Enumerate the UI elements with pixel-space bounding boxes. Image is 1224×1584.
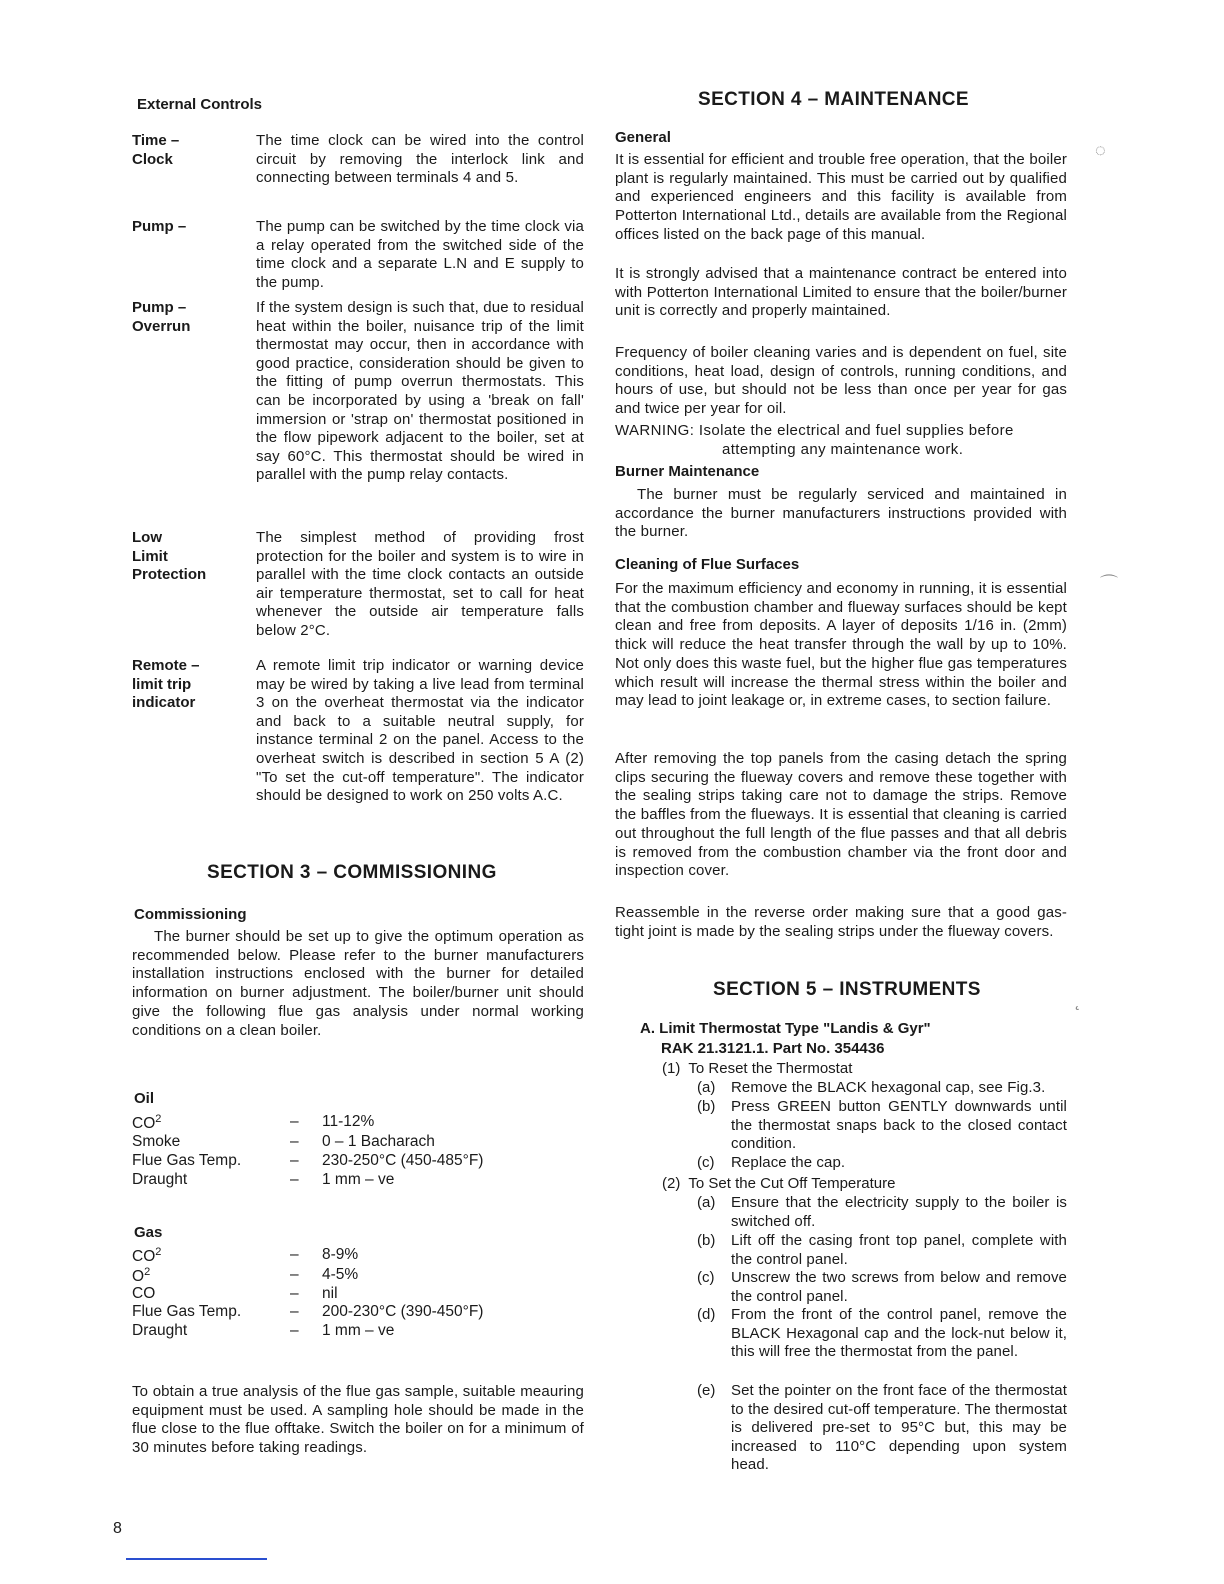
- oil-value: 0 – 1 Bacharach: [322, 1133, 435, 1150]
- oil-dash: –: [290, 1113, 299, 1130]
- oil-co2-label: $CO^2$: [132, 1113, 162, 1133]
- oil-heading: Oil: [134, 1090, 155, 1107]
- reset-heading: (1) To Reset the Thermostat: [662, 1060, 853, 1077]
- gas-value: 200-230°C (390-450°F): [322, 1303, 484, 1320]
- oil-row: [132, 1171, 584, 1190]
- limit-thermostat-heading: A. Limit Thermostat Type "Landis & Gyr": [640, 1020, 931, 1037]
- scan-smudge-icon: ⌒: [1100, 574, 1118, 594]
- step-text: From the front of the control panel, remove the BLACK Hexagonal cap and the lock-nut below it, this will free the thermostat from the panel.: [731, 1306, 1067, 1361]
- step-number: (b): [697, 1232, 716, 1249]
- oil-label: Draught: [132, 1171, 188, 1188]
- ext-item-remote-limit: [132, 657, 584, 845]
- step-number: (e): [697, 1382, 716, 1399]
- oil-label: Smoke: [132, 1133, 181, 1150]
- gas-heading: Gas: [134, 1224, 163, 1241]
- section4-title: SECTION 4 – MAINTENANCE: [698, 89, 970, 110]
- ext-text: The simplest method of providing frost protection for the boiler and system is to wire in parallel with the time clock contacts an outside air temperature thermostat, set to call for heat whenever the outside air temperature falls below 2°C.: [256, 529, 584, 639]
- ext-text: If the system design is such that, due to residual heat within the boiler, nuisance trip of the limit thermostat may occur, then in accordance with good practice, consideration should be given to the fitting of pump overrun thermostats. This can be incorporated by using a 'break on fall' immersion or 'strap on' thermostat positioned in the flow pipework adjacent to the boiler, set at say 60°C. This thermostat should be wired in parallel with the pump relay contacts.: [256, 299, 584, 484]
- step-text: Lift off the casing front top panel, complete with the control panel.: [731, 1232, 1067, 1268]
- cleaning-paragraph-1: For the maximum efficiency and economy in running, it is essential that the combustion chamber and flueway surfaces should be kept clean and free from deposits. A layer of deposits 1/16 in. (2mm) thick will reduce the heat transfer through the wall by up to 10%. Not only does this waste fuel, but the higher flue gas temperatures which result will increase the thermal stress within the boiler and may lead to joint leakage or, in extreme cases, to section failure.: [615, 580, 1067, 710]
- gas-row: [132, 1266, 584, 1285]
- step-text: Press GREEN button GENTLY downwards until the thermostat snaps back to the closed contact condition.: [731, 1098, 1067, 1153]
- oil-dash: –: [290, 1152, 299, 1169]
- gas-row: [132, 1285, 584, 1304]
- oil-row: [132, 1152, 584, 1171]
- ext-item-low-limit: [132, 529, 584, 643]
- ext-label: Pump –: [132, 218, 187, 235]
- step-text: Unscrew the two screws from below and remove the control panel.: [731, 1269, 1067, 1305]
- gas-dash: –: [290, 1246, 299, 1263]
- warning-text: Isolate the electrical and fuel supplies before: [698, 422, 1014, 439]
- step-text: Set the pointer on the front face of the thermostat to the desired cut-off temperature. The thermostat is delivered pre-set to 95°C but, this may be increased to 110°C depending upon system head.: [731, 1382, 1067, 1474]
- external-controls-heading: External Controls: [137, 96, 263, 113]
- ext-item-time-clock: [132, 132, 584, 212]
- limit-thermostat-part: RAK 21.3121.1. Part No. 354436: [661, 1040, 885, 1057]
- step-text: Ensure that the electricity supply to the boiler is switched off.: [731, 1194, 1067, 1230]
- scan-smudge-icon: ◌: [1095, 140, 1106, 160]
- oil-value: 11-12%: [322, 1113, 375, 1130]
- general-paragraph-1: It is essential for efficient and trouble free operation, that the boiler plant is regularly maintained. This must be carried out by qualified and experienced engineers and this facility is available from Potterton International Ltd., details are available from the Regional offices listed on the back page of this manual.: [615, 151, 1067, 243]
- footer-divider: [126, 1558, 267, 1560]
- ext-label: Time – Clock: [132, 132, 180, 168]
- cleaning-paragraph-2: After removing the top panels from the casing detach the spring clips securing the flueway covers and remove these together with the sealing strips taking care not to damage the strips. Remove the baffles from the flueways. It is essential that cleaning is carried out throughout the full length of the flue passes and that all debris is removed from the combustion chamber via the front door and inspection cover.: [615, 750, 1067, 880]
- gas-label: Draught: [132, 1322, 188, 1339]
- ext-text: A remote limit trip indicator or warning device may be wired by taking a live lead from terminal 3 on the overheat thermostat via the indicator and back to a suitable neutral supply, for instance terminal 2 on the panel. Access to the overheat switch is described in section 5 A (2) "To set the cut-off temperature". The indicator should be designed to work on 250 volts A.C.: [256, 657, 584, 805]
- gas-o2-label: $O^2$: [132, 1266, 151, 1286]
- general-paragraph-2: It is strongly advised that a maintenance contract be entered into with Potterton International Limited to ensure that the boiler/burner unit is correctly and properly maintained.: [615, 265, 1067, 320]
- step-number: (d): [697, 1306, 716, 1323]
- set-step: [697, 1306, 1067, 1382]
- general-heading: General: [615, 129, 671, 146]
- reset-step: [697, 1098, 1067, 1154]
- oil-value: 1 mm – ve: [322, 1171, 395, 1188]
- set-step: [697, 1269, 1067, 1307]
- step-text: Remove the BLACK hexagonal cap, see Fig.3.: [731, 1079, 1046, 1096]
- gas-value: 4-5%: [322, 1266, 359, 1283]
- warning-line-2: attempting any maintenance work.: [722, 441, 964, 458]
- step-text: Replace the cap.: [731, 1154, 846, 1171]
- oil-label: Flue Gas Temp.: [132, 1152, 242, 1169]
- step-number: (b): [697, 1098, 716, 1115]
- scan-smudge-icon: ˛: [1075, 990, 1081, 1010]
- gas-row: [132, 1303, 584, 1322]
- gas-co2-label: $CO^2$: [132, 1246, 162, 1266]
- ext-label: Pump – Overrun: [132, 299, 191, 335]
- gas-label: Flue Gas Temp.: [132, 1303, 242, 1320]
- ext-label: Remote – limit trip indicator: [132, 657, 200, 711]
- set-step: [697, 1382, 1067, 1478]
- commissioning-intro: The burner should be set up to give the optimum operation as recommended below. Please refer to the burner manufacturers installation instructions enclosed with the burner for detailed information on burner adjustment. The boiler/burner unit should give the following flue gas analysis under normal working conditions on a clean boiler.: [132, 928, 584, 1039]
- oil-dash: –: [290, 1133, 299, 1150]
- gas-row: [132, 1322, 584, 1341]
- warning-line-1: [615, 422, 1067, 441]
- set-temp-heading: (2) To Set the Cut Off Temperature: [662, 1175, 896, 1192]
- commissioning-heading: Commissioning: [134, 906, 247, 923]
- gas-dash: –: [290, 1266, 299, 1283]
- burner-maintenance-heading: Burner Maintenance: [615, 463, 760, 480]
- gas-value: 8-9%: [322, 1246, 359, 1263]
- oil-row: [132, 1113, 584, 1132]
- burner-maintenance-text: The burner must be regularly serviced and maintained in accordance the burner manufacturers instructions provided with the burner.: [615, 486, 1067, 541]
- reset-step: [697, 1154, 1067, 1173]
- reset-step: [697, 1079, 1067, 1098]
- step-number: (a): [697, 1194, 716, 1211]
- gas-dash: –: [290, 1285, 299, 1302]
- commissioning-closing: To obtain a true analysis of the flue gas sample, suitable meauring equipment must be used. A sampling hole should be made in the flue close to the flue offtake. Switch the boiler on for a minimum of 30 minutes before taking readings.: [132, 1383, 584, 1457]
- ext-item-pump-overrun: [132, 299, 584, 523]
- section5-title: SECTION 5 – INSTRUMENTS: [713, 979, 981, 1000]
- gas-value: nil: [322, 1285, 338, 1302]
- set-step: [697, 1194, 1067, 1232]
- oil-value: 230-250°C (450-485°F): [322, 1152, 484, 1169]
- oil-row: [132, 1133, 584, 1152]
- ext-text: The time clock can be wired into the control circuit by removing the interlock link and connecting between terminals 4 and 5.: [256, 132, 584, 187]
- warning-label: WARNING:: [615, 422, 695, 439]
- general-paragraph-3: Frequency of boiler cleaning varies and is dependent on fuel, site conditions, heat load, design of controls, running conditions, and hours of use, but should not be less than once per year for gas and twice per year for oil.: [615, 344, 1067, 418]
- cleaning-heading: Cleaning of Flue Surfaces: [615, 556, 800, 573]
- gas-value: 1 mm – ve: [322, 1322, 395, 1339]
- oil-dash: –: [290, 1171, 299, 1188]
- gas-row: [132, 1246, 584, 1265]
- set-step: [697, 1232, 1067, 1270]
- step-number: (c): [697, 1269, 715, 1286]
- ext-item-pump: [132, 218, 584, 294]
- section3-title: SECTION 3 – COMMISSIONING: [207, 862, 497, 883]
- step-number: (a): [697, 1079, 716, 1096]
- ext-text: The pump can be switched by the time clock via a relay operated from the switched side of the time clock and a separate L.N and E supply to the pump.: [256, 218, 584, 291]
- step-number: (c): [697, 1154, 715, 1171]
- cleaning-paragraph-3: Reassemble in the reverse order making sure that a good gas-tight joint is made by the sealing strips under the flueway covers.: [615, 904, 1067, 940]
- gas-dash: –: [290, 1303, 299, 1320]
- gas-dash: –: [290, 1322, 299, 1339]
- page-number: 8: [113, 1520, 122, 1537]
- ext-label: Low Limit Protection: [132, 529, 207, 583]
- gas-label: CO: [132, 1285, 156, 1302]
